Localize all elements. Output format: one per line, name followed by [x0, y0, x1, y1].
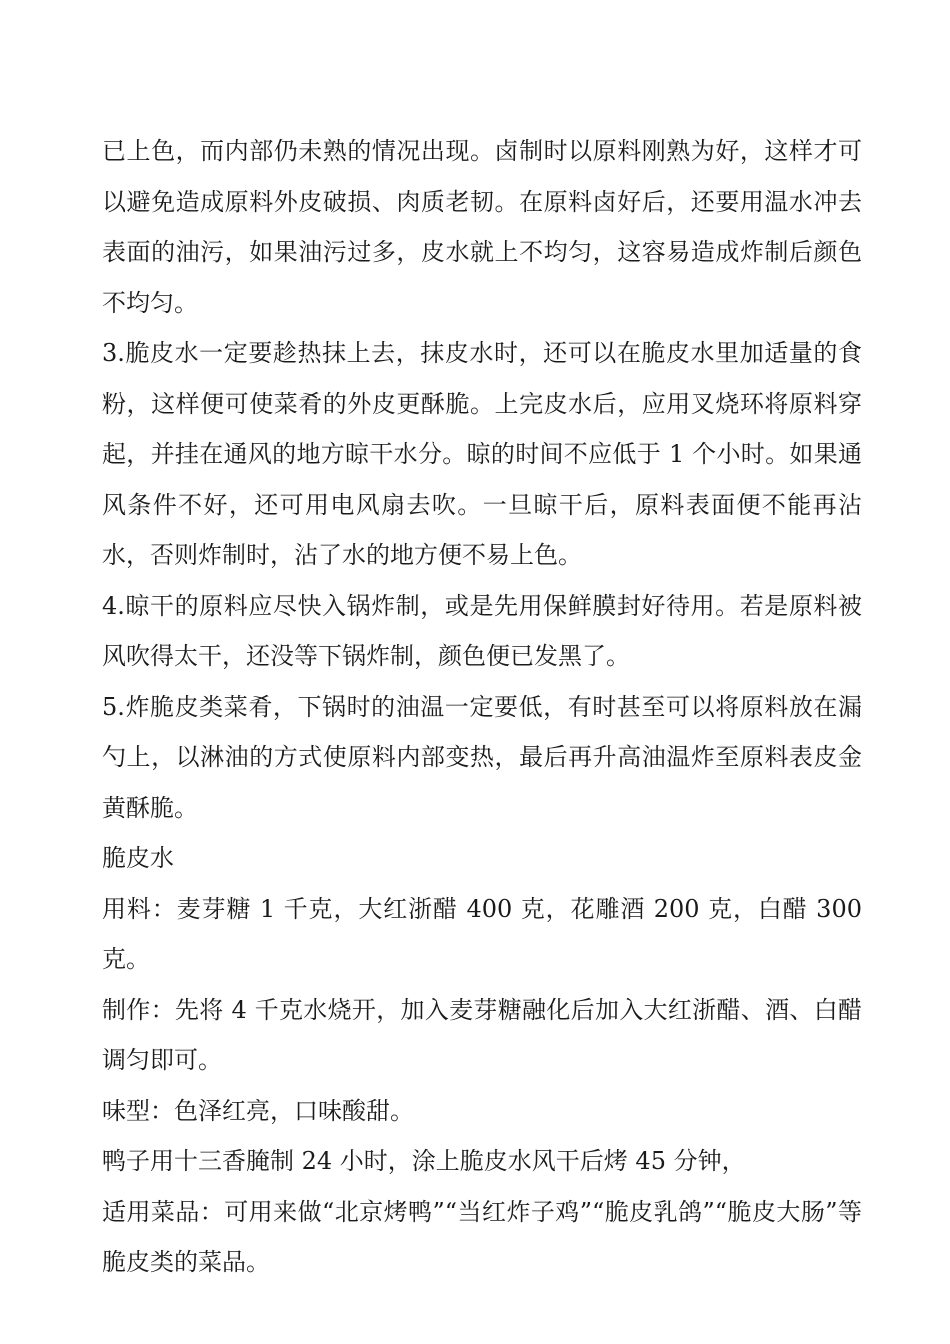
- paragraph-applicable-dishes: 适用菜品：可用来做“北京烤鸭”“当红炸子鸡”“脆皮乳鸽”“脆皮大肠”等脆皮类的菜品。: [102, 1197, 862, 1276]
- paragraph-preparation: 制作：先将 4 千克水烧开，加入麦芽糖融化后加入大红浙醋、酒、白醋调匀即可。: [102, 995, 862, 1074]
- paragraph-intro-continuation: 已上色，而内部仍未熟的情况出现。卤制时以原料刚熟为好，这样才可以避免造成原料外皮破损、肉质老韧。在原料卤好后，还要用温水冲去表面的油污，如果油污过多，皮水就上不均匀，这容易造成炸制后颜色不均匀。: [102, 137, 862, 317]
- paragraph-duck-note: 鸭子用十三香腌制 24 小时，涂上脆皮水风干后烤 45 分钟，: [102, 1147, 746, 1175]
- paragraph-tip-4: 4.晾干的原料应尽快入锅炸制，或是先用保鲜膜封好待用。若是原料被风吹得太干，还没等下锅炸制，颜色便已发黑了。: [102, 591, 862, 670]
- paragraph-tip-3: 3.脆皮水一定要趁热抹上去，抹皮水时，还可以在脆皮水里加适量的食粉，这样便可使菜肴的外皮更酥脆。上完皮水后，应用叉烧环将原料穿起，并挂在通风的地方晾干水分。晾的时间不应低于 1 个小时。如果通风条件不好，还可用电风扇去吹。一旦晾干后，原料表面便不能再沾水，否则炸制时，沾了水的地方便不易上色。: [102, 339, 862, 569]
- paragraph-flavor: 味型：色泽红亮，口味酸甜。: [102, 1096, 414, 1125]
- paragraph-ingredients: 用料：麦芽糖 1 千克，大红浙醋 400 克，花雕酒 200 克，白醋 300 克。: [102, 894, 862, 973]
- section-heading-crispy-water: 脆皮水: [102, 844, 174, 872]
- document-page: [102, 126, 862, 1288]
- paragraph-tip-5: 5.炸脆皮类菜肴，下锅时的油温一定要低，有时甚至可以将原料放在漏勺上，以淋油的方式使原料内部变热，最后再升高油温炸至原料表皮金黄酥脆。: [102, 692, 862, 822]
